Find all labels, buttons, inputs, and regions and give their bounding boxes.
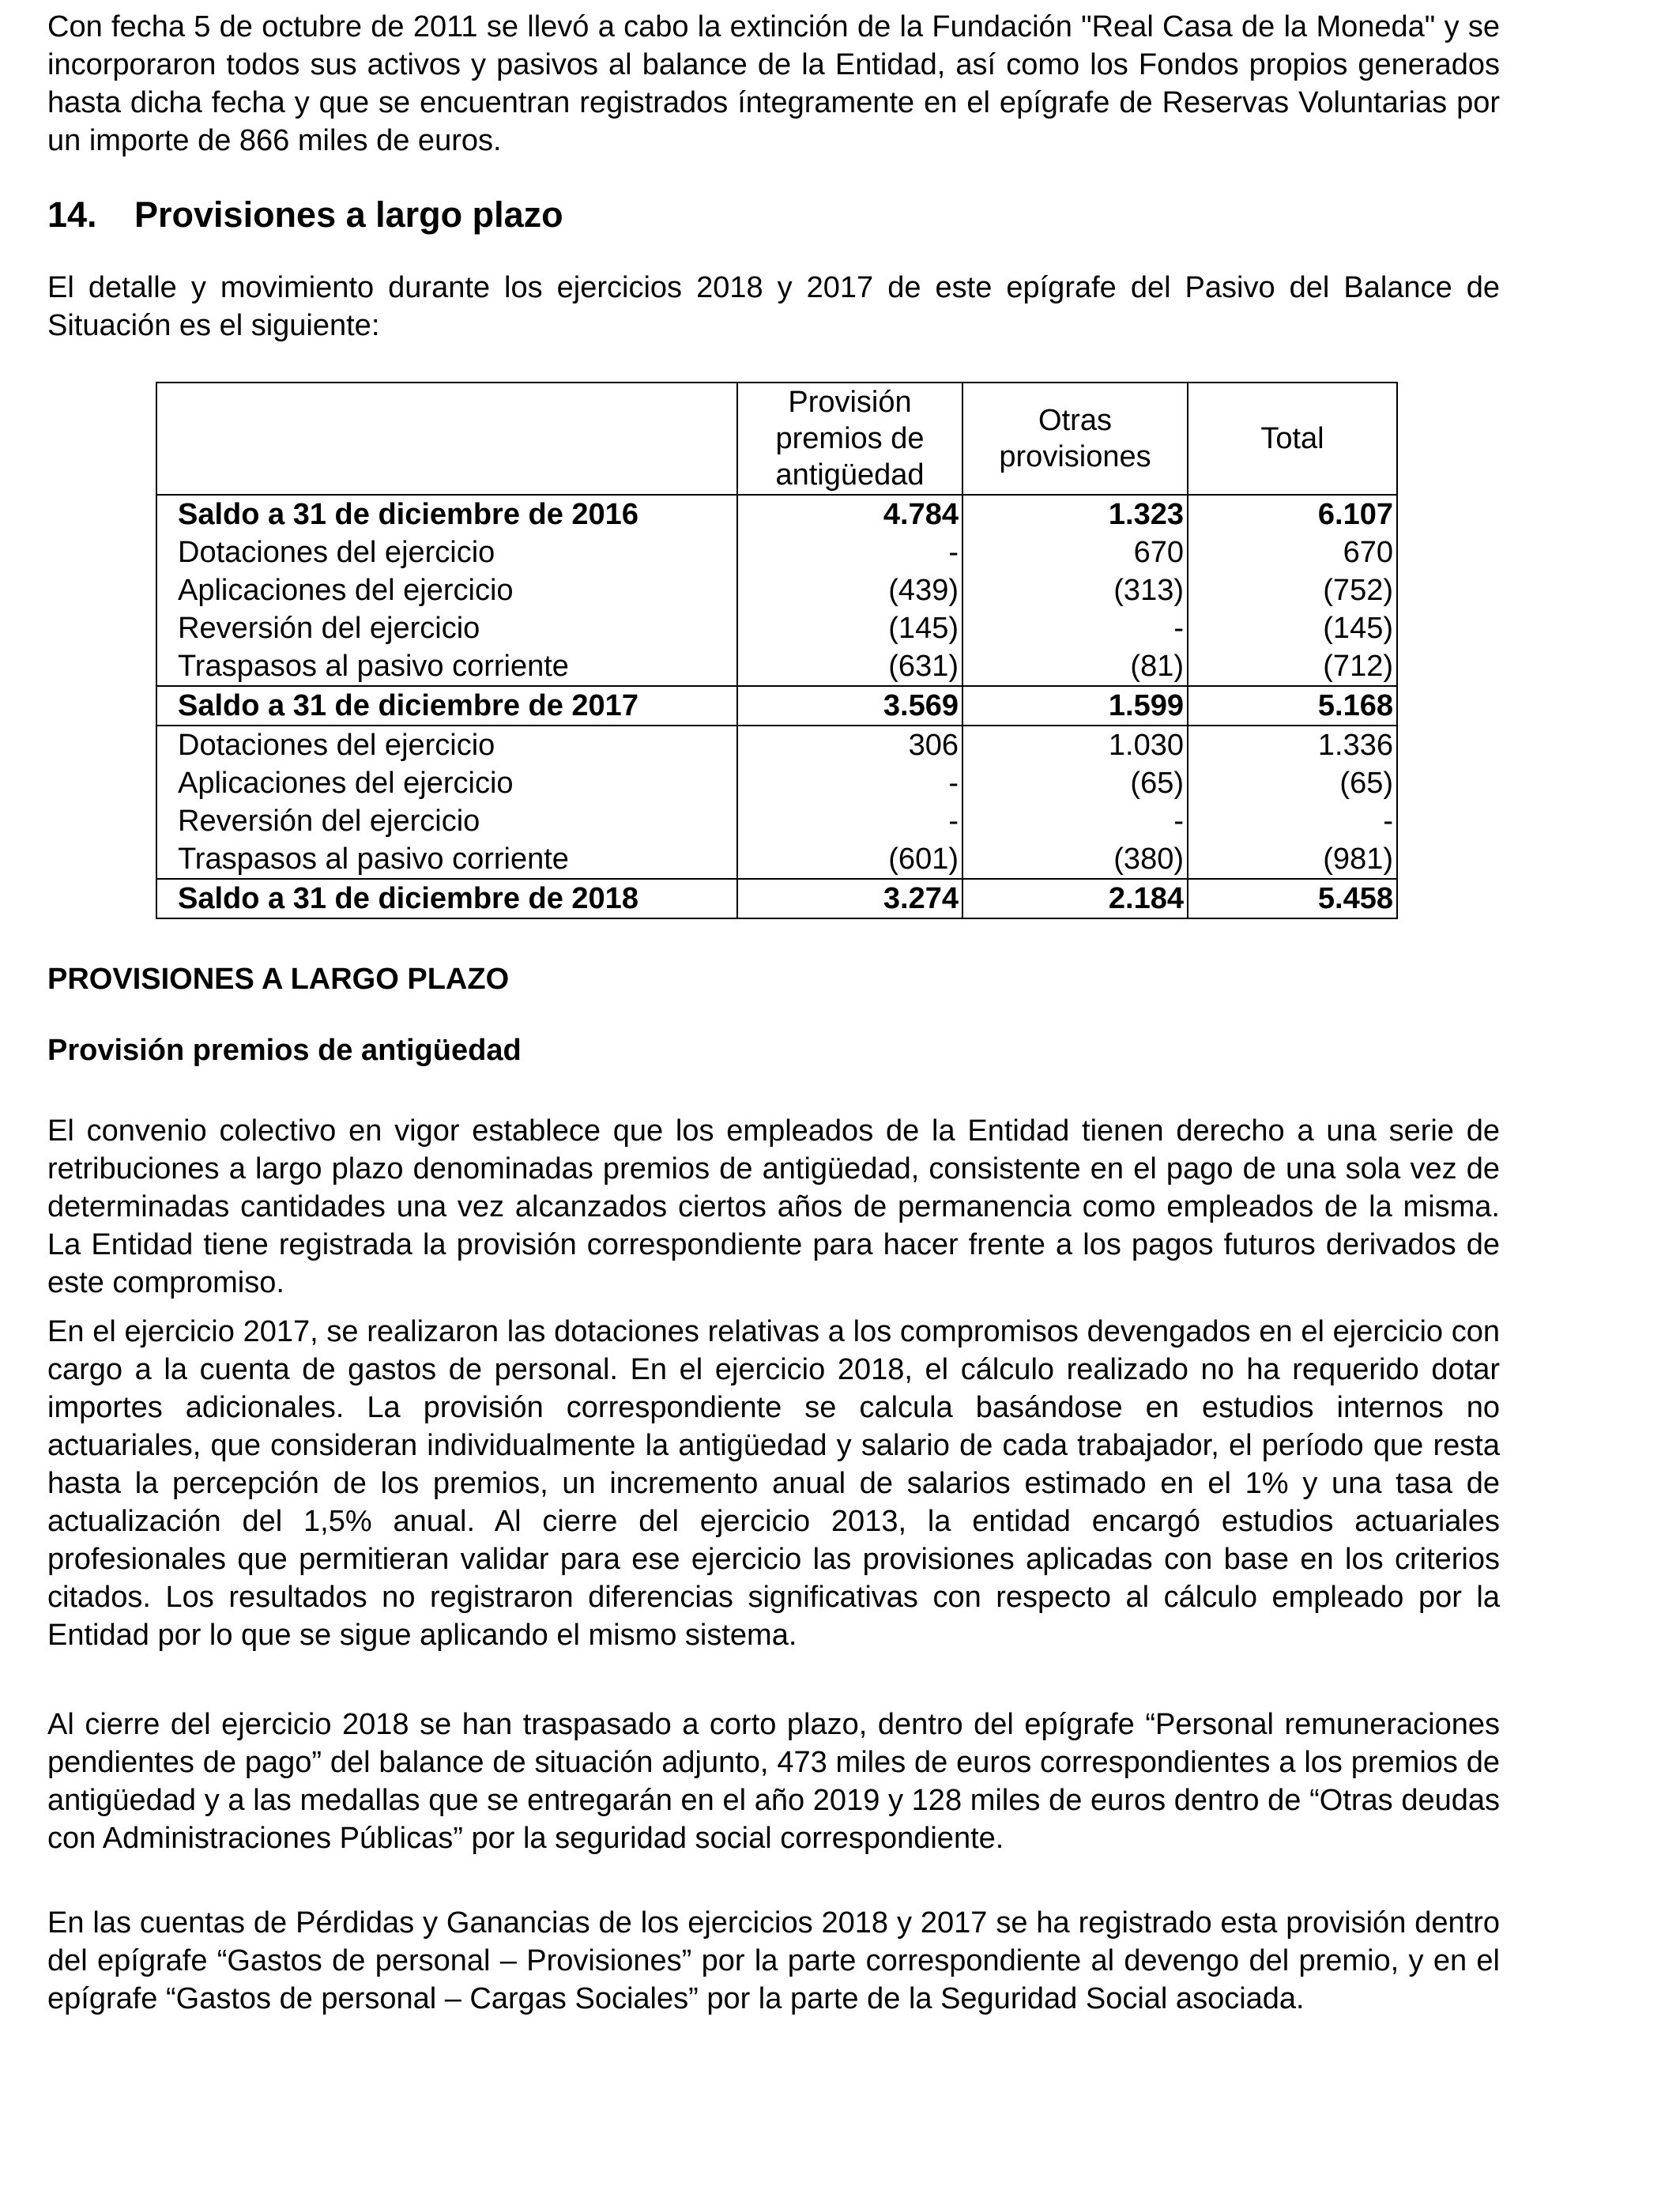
paragraph-perdidas-ganancias: En las cuentas de Pérdidas y Ganancias de los ejercicios 2018 y 2017 se ha registrado esta provisión dentro del epígrafe “Gastos de personal – Provisiones” por la parte correspondiente al devengo del premio, y en el epígrafe “Gastos de personal – Cargas Sociales” por la parte de la Seguridad Social asociada. xyxy=(47,1906,1500,2015)
table-row: Dotaciones del ejercicio - 670 670 xyxy=(156,533,1397,571)
table-row: Traspasos al pasivo corriente (601) (380) (981) xyxy=(156,840,1397,879)
table-row: Saldo a 31 de diciembre de 2016 4.784 1.323 6.107 xyxy=(156,495,1397,533)
subheading-provisiones: PROVISIONES A LARGO PLAZO xyxy=(47,963,510,996)
table-row: Saldo a 31 de diciembre de 2017 3.569 1.599 5.168 xyxy=(156,686,1397,726)
table-row: Reversión del ejercicio (145) - (145) xyxy=(156,609,1397,647)
table-row: Aplicaciones del ejercicio (439) (313) (752) xyxy=(156,571,1397,609)
section-title: Provisiones a largo plazo xyxy=(134,194,563,235)
section-description: El detalle y movimiento durante los ejercicios 2018 y 2017 de este epígrafe del Pasivo del Balance de Situación es el siguiente: xyxy=(47,271,1500,342)
header-otras: Otras provisiones xyxy=(962,383,1188,495)
intro-paragraph: Con fecha 5 de octubre de 2011 se llevó a cabo la extinción de la Fundación "Real Casa de la Moneda" y se incorporaron todos sus activos y pasivos al balance de la Entidad, así como los Fondos propios generados hasta dicha fecha y que se encuentran registrados íntegramente en el epígrafe de Reservas Voluntarias por un importe de 866 miles de euros. xyxy=(47,10,1500,157)
paragraph-ejercicio-2017: En el ejercicio 2017, se realizaron las dotaciones relativas a los compromisos devengados en el ejercicio con cargo a la cuenta de gastos de personal. En el ejercicio 2018, el cálculo realizado no ha requerido dotar importes adicionales. La provisión correspondiente se calcula basándose en estudios internos no actuariales, que consideran individualmente la antigüedad y salario de cada trabajador, el período que resta hasta la percepción de los premios, un incremento anual de salarios estimado en el 1% y una tasa de actualización del 1,5% anual. Al cierre del ejercicio 2013, la entidad encargó estudios actuariales profesionales que permitieran validar para ese ejercicio las provisiones aplicadas con base en los criterios citados. Los resultados no registraron diferencias significativas con respecto al cálculo empleado por la Entidad por lo que se sigue aplicando el mismo sistema. xyxy=(47,1315,1500,1652)
header-label xyxy=(156,383,737,495)
provisions-table xyxy=(156,382,1398,919)
header-premios: Provisión premios de antigüedad xyxy=(737,383,962,495)
table-row: Traspasos al pasivo corriente (631) (81) (712) xyxy=(156,647,1397,686)
header-total: Total xyxy=(1188,383,1397,495)
paragraph-traspaso: Al cierre del ejercicio 2018 se han traspasado a corto plazo, dentro del epígrafe “Personal remuneraciones pendientes de pago” del balance de situación adjunto, 473 miles de euros correspondientes a los premios de antigüedad y a las medallas que se entregarán en el año 2019 y 128 miles de euros dentro de “Otras deudas con Administraciones Públicas” por la seguridad social correspondiente. xyxy=(47,1708,1500,1855)
table-header-row xyxy=(156,383,1397,495)
paragraph-convenio: El convenio colectivo en vigor establece que los empleados de la Entidad tienen derecho a una serie de retribuciones a largo plazo denominadas premios de antigüedad, consistente en el pago de una sola vez de determinadas cantidades una vez alcanzados ciertos años de permanencia como empleados de la misma. La Entidad tiene registrada la provisión correspondiente para hacer frente a los pagos futuros derivados de este compromiso. xyxy=(47,1114,1500,1299)
section-number: 14. xyxy=(47,194,97,235)
table-row: Reversión del ejercicio - - - xyxy=(156,802,1397,840)
table-row: Dotaciones del ejercicio 306 1.030 1.336 xyxy=(156,726,1397,764)
table-row: Saldo a 31 de diciembre de 2018 3.274 2.184 5.458 xyxy=(156,879,1397,918)
subheading-premios: Provisión premios de antigüedad xyxy=(47,1034,522,1067)
table-row: Aplicaciones del ejercicio - (65) (65) xyxy=(156,764,1397,802)
section-heading xyxy=(47,194,563,236)
